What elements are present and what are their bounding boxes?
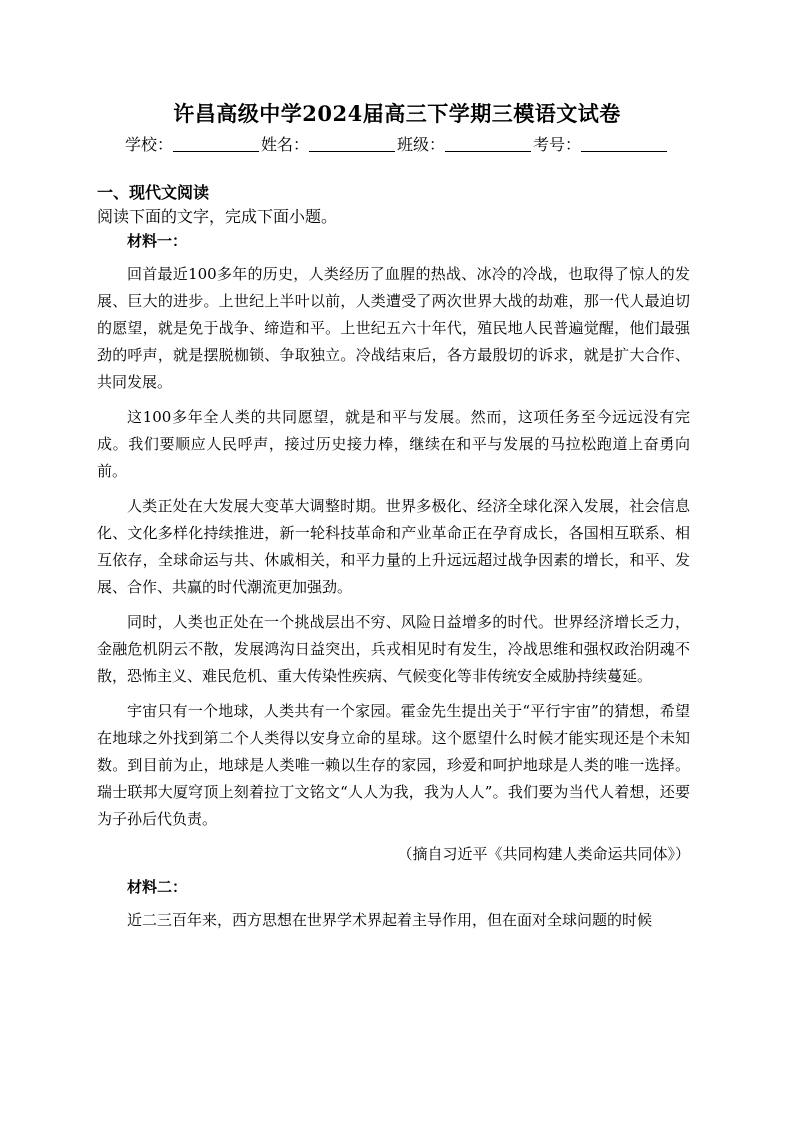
student-info-line	[0, 132, 794, 155]
paragraph: 人类正处在大发展大变革大调整时期。世界多极化、经济全球化深入发展，社会信息化、文化多样化持续推进，新一轮科技革命和产业革命正在孕育成长，各国相互联系、相互依存，全球命运与共、休戚相关，和平力量的上升远远超过战争因素的增长，和平、发展、合作、共赢的时代潮流更加强劲。	[97, 497, 690, 596]
section-heading: 一、现代文阅读	[97, 185, 210, 202]
paragraph: 宇宙只有一个地球，人类共有一个家园。霍金先生提出关于“平行宇宙”的猜想，希望在地球之外找到第二个人类得以安身立命的星球。这个愿望什么时候才能实现还是个未知数。到目前为止，地球是人类唯一赖以生存的家园，珍爱和呵护地球是人类的唯一选择。瑞士联邦大厦穹顶上刻着拉丁文铭文“人人为我，我为人人”。我们要为当代人着想，还要为子孙后代负责。	[97, 702, 690, 828]
class-label: 班级：	[397, 137, 446, 154]
paragraph: 这100多年全人类的共同愿望，就是和平与发展。然而，这项任务至今远远没有完成。我们要顺应人民呼声，接过历史接力棒，继续在和平与发展的马拉松跑道上奋勇向前。	[97, 408, 690, 480]
material-one-heading: 材料一：	[127, 232, 188, 250]
exam-number-label: 考号：	[533, 137, 582, 154]
school-label: 学校：	[124, 137, 173, 154]
material-two-heading: 材料二：	[127, 878, 188, 896]
paragraph: 回首最近100多年的历史，人类经历了血腥的热战、冰冷的冷战，也取得了惊人的发展、巨大的进步。上世纪上半叶以前，人类遭受了两次世界大战的劫难，那一代人最迫切的愿望，就是免于战争、缔造和平。上世纪五六十年代，殖民地人民普遍觉醒，他们最强劲的呼声，就是摆脱枷锁、争取独立。冷战结束后，各方最殷切的诉求，就是扩大合作、共同发展。	[97, 265, 690, 391]
paragraph: 同时，人类也正处在一个挑战层出不穷、风险日益增多的时代。世界经济增长乏力，金融危机阴云不散，发展鸿沟日益突出，兵戎相见时有发生，冷战思维和强权政治阴魂不散，恐怖主义、难民危机、重大传染性疾病、气候变化等非传统安全威胁持续蔓延。	[97, 613, 690, 685]
page-title: 许昌高级中学2024届高三下学期三模语文试卷	[173, 101, 621, 126]
school-blank	[173, 136, 259, 152]
paragraph: 近二三百年来，西方思想在世界学术界起着主导作用，但在面对全球问题的时候	[127, 911, 653, 929]
reading-passage	[97, 228, 690, 942]
name-label: 姓名：	[260, 137, 309, 154]
name-blank	[309, 136, 395, 152]
source-citation: （摘自习近平《共同构建人类命运共同体》）	[397, 845, 690, 863]
exam-number-blank	[581, 136, 667, 152]
class-blank	[445, 136, 531, 152]
instruction-text: 阅读下面的文字，完成下面小题。	[97, 209, 338, 226]
